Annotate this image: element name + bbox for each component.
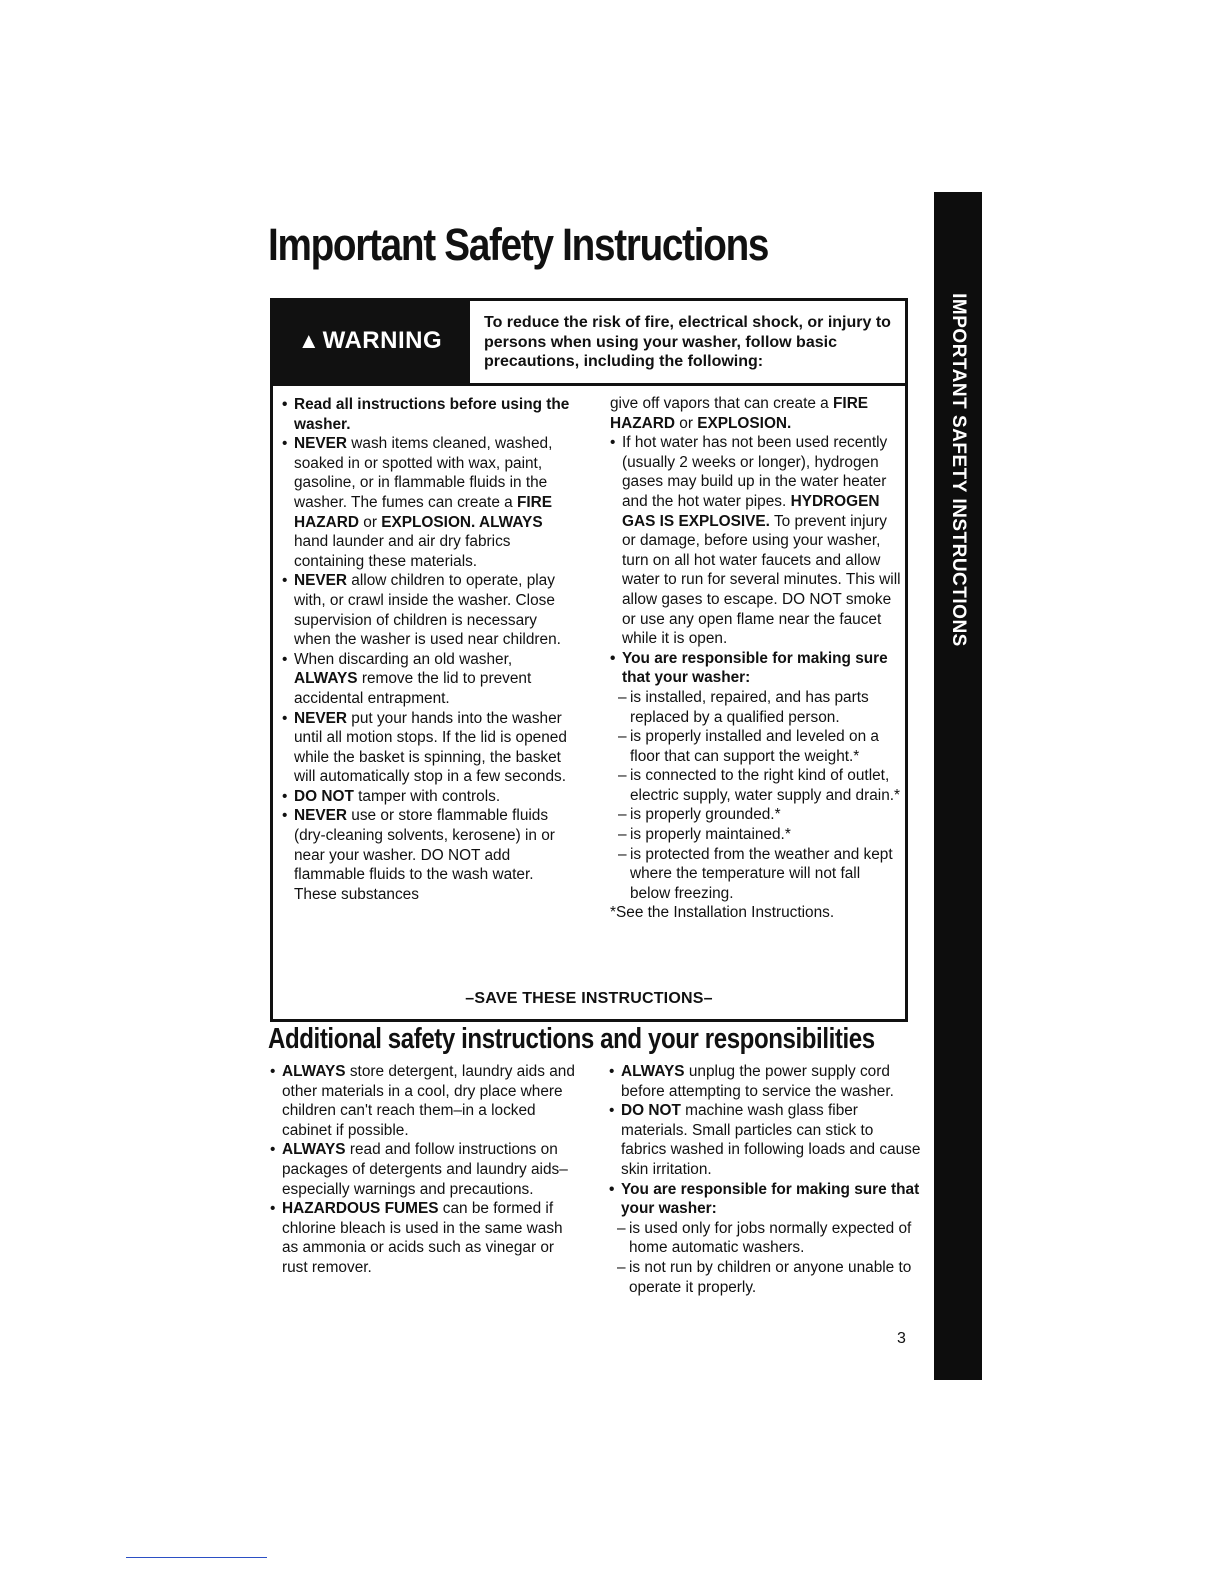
list-item: • NEVER wash items cleaned, washed, soaked in or spotted with wax, paint, gasoline, or in flammable fluids in the washer. The fumes can create a FIRE HAZARD or EXPLOSION. ALWAYS hand launder and air dry fabrics containing these materials. (282, 434, 570, 571)
footnote: *See the Installation Instructions. (610, 904, 835, 922)
list-item: • NEVER use or store flammable fluids (dry-cleaning solvents, kerosene) in or near your washer. DO NOT add flammable fluids to the wash water. These substances (282, 806, 570, 904)
additional-column-left (270, 1062, 575, 1278)
list-item: • NEVER allow children to operate, play with, or crawl inside the washer. Close supervision of children is necessary when the washer is used near children. (282, 571, 570, 649)
list-item: • If hot water has not been used recently (usually 2 weeks or longer), hydrogen gases may build up in the water heater and the hot water pipes. HYDROGEN GAS IS EXPLOSIVE. To prevent injury or damage, before using your washer, turn on all hot water faucets and allow water to run for several minutes. This will allow gases to escape. DO NOT smoke or use any open flame near the faucet while it is open. (610, 433, 902, 649)
sub-list-item: – is protected from the weather and kept where the temperature will not fall below freezing. (610, 845, 902, 904)
list-item: • You are responsible for making sure that your washer: (609, 1180, 921, 1219)
warning-label (270, 298, 470, 384)
warning-triangle-icon: ▲ (297, 328, 320, 353)
sub-list-item: – is properly maintained.* (610, 825, 902, 845)
sub-list-item: – is used only for jobs normally expected of home automatic washers. (609, 1219, 921, 1258)
additional-column-right (609, 1062, 921, 1297)
list-item: • NEVER put your hands into the washer until all motion stops. If the lid is opened while the basket is spinning, the basket will automatically stop in a few seconds. (282, 709, 570, 787)
sub-list-item: – is connected to the right kind of outlet, electric supply, water supply and drain.* (610, 766, 902, 805)
list-item: • ALWAYS unplug the power supply cord before attempting to service the washer. (609, 1062, 921, 1101)
warning-column-right (610, 394, 902, 923)
footer-rule (126, 1557, 267, 1558)
sub-list-item: – is properly installed and leveled on a floor that can support the weight.* (610, 727, 902, 766)
warning-divider (270, 383, 908, 386)
page-number: 3 (897, 1330, 906, 1347)
sub-list-item: – is not run by children or anyone unable to operate it properly. (609, 1258, 921, 1297)
warning-intro: To reduce the risk of fire, electrical shock, or injury to persons when using your washer, follow basic precautions, including the following: (484, 314, 891, 370)
additional-heading: Additional safety instructions and your responsibilities (268, 1023, 875, 1055)
page-title: Important Safety Instructions (268, 219, 769, 270)
list-item: • HAZARDOUS FUMES can be formed if chlorine bleach is used in the same wash as ammonia or acids such as vinegar or rust remover. (270, 1199, 575, 1277)
list-item: • DO NOT machine wash glass fiber materials. Small particles can stick to fabrics washed in following loads and cause skin irritation. (609, 1101, 921, 1179)
list-item: • You are responsible for making sure that your washer: (610, 649, 902, 688)
list-item-continued: give off vapors that can create a FIRE HAZARD or EXPLOSION. (610, 395, 869, 432)
save-instructions: –SAVE THESE INSTRUCTIONS– (465, 990, 713, 1007)
warning-label-text: WARNING (322, 327, 443, 354)
sub-list-item: – is installed, repaired, and has parts replaced by a qualified person. (610, 688, 902, 727)
list-item: • ALWAYS read and follow instructions on packages of detergents and laundry aids–especially warnings and precautions. (270, 1140, 575, 1199)
list-item: • DO NOT tamper with controls. (282, 787, 570, 807)
sub-list-item: – is properly grounded.* (610, 805, 902, 825)
list-item: • When discarding an old washer, ALWAYS remove the lid to prevent accidental entrapment. (282, 650, 570, 709)
warning-column-left (282, 395, 570, 904)
list-item: • ALWAYS store detergent, laundry aids and other materials in a cool, dry place where children can't reach them–in a locked cabinet if possible. (270, 1062, 575, 1140)
sidebar-label: IMPORTANT SAFETY INSTRUCTIONS (948, 293, 969, 647)
list-item: • Read all instructions before using the washer. (282, 395, 570, 434)
